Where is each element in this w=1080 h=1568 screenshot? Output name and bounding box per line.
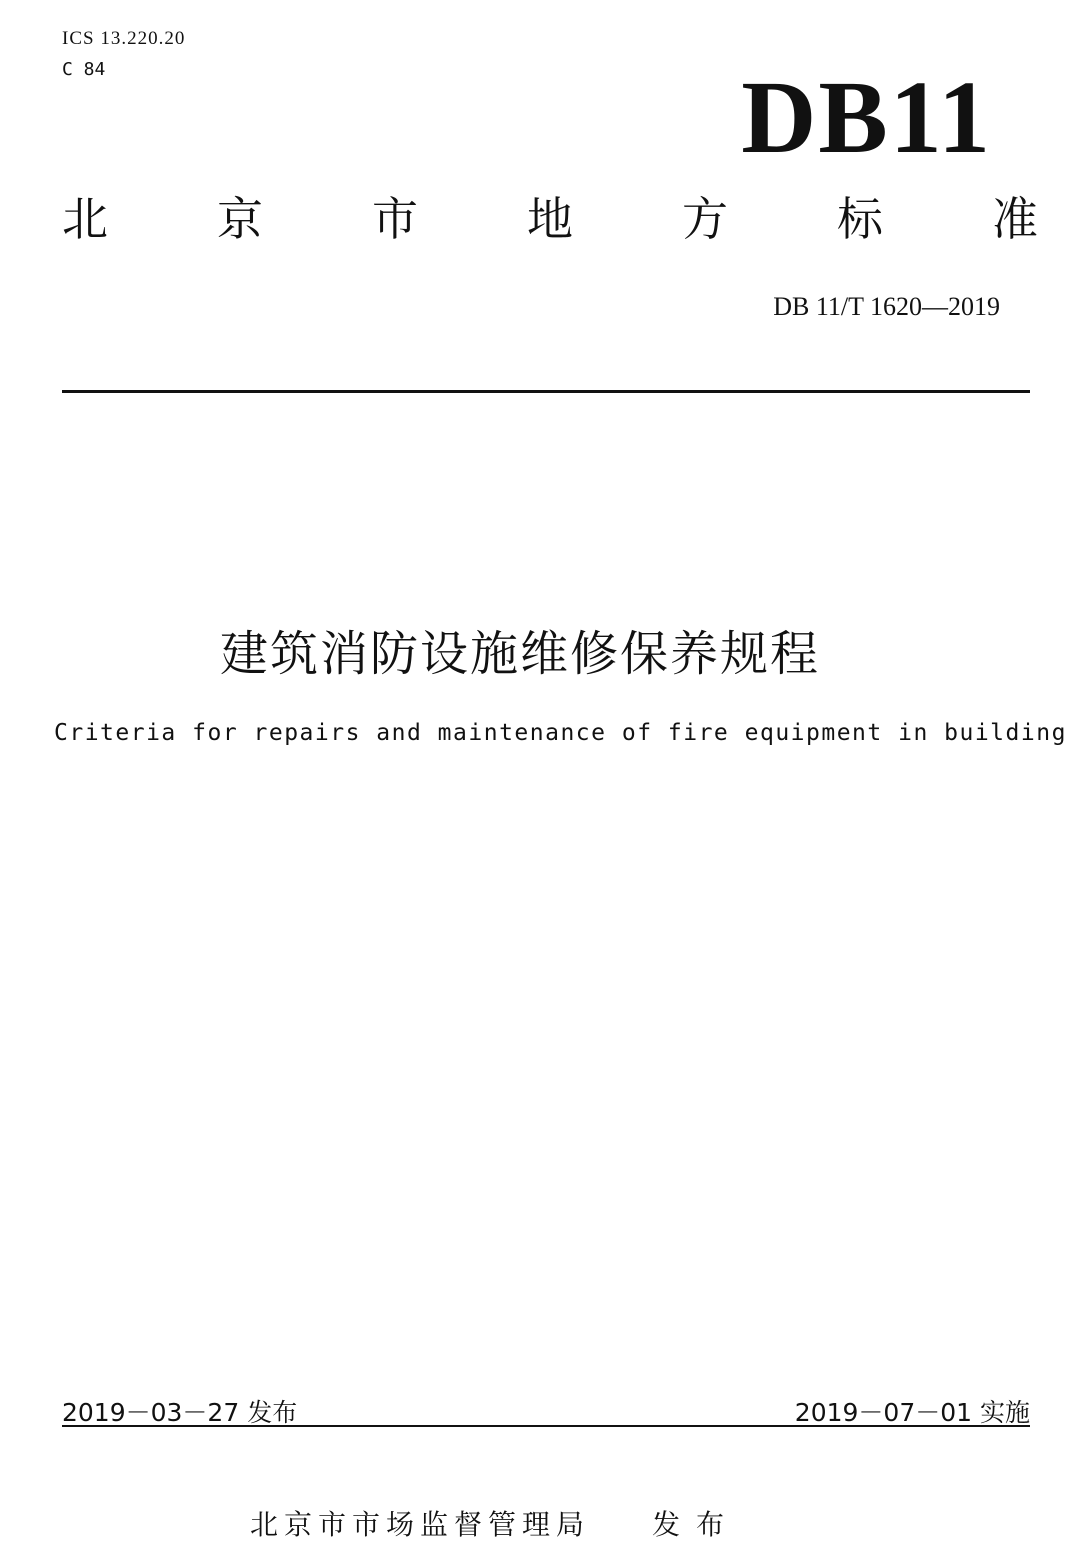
- standard-number: DB 11/T 1620—2019: [773, 292, 1000, 321]
- standard-type-char: 方: [682, 192, 728, 246]
- classification-code: C 84: [62, 59, 106, 80]
- bottom-divider: [62, 1425, 1030, 1427]
- issuer-action: 发布: [652, 1508, 741, 1541]
- ics-code: ICS 13.220.20: [62, 28, 186, 49]
- db11-logo: DB11: [741, 60, 992, 175]
- standard-type-char: 准: [992, 192, 1038, 246]
- issue-date: 2019－03－27 发布: [62, 1398, 298, 1427]
- implementation-date: 2019－07－01 实施: [794, 1398, 1030, 1427]
- standard-type-char: 标: [837, 192, 883, 246]
- date-row: [62, 1393, 1030, 1429]
- chinese-title: 建筑消防设施维修保养规程: [219, 626, 820, 682]
- issuer-name: 北京市市场监督管理局: [250, 1508, 591, 1541]
- standard-type-char: 京: [217, 192, 263, 246]
- english-title: Criteria for repairs and maintenance of fire equipment in building: [54, 720, 1067, 746]
- standard-type-char: 地: [527, 192, 573, 246]
- standard-type-heading: [62, 192, 1038, 246]
- standard-type-char: 北: [62, 192, 108, 246]
- standard-type-char: 市: [372, 192, 418, 246]
- top-divider: [62, 390, 1030, 393]
- issuer-line: [250, 1503, 740, 1543]
